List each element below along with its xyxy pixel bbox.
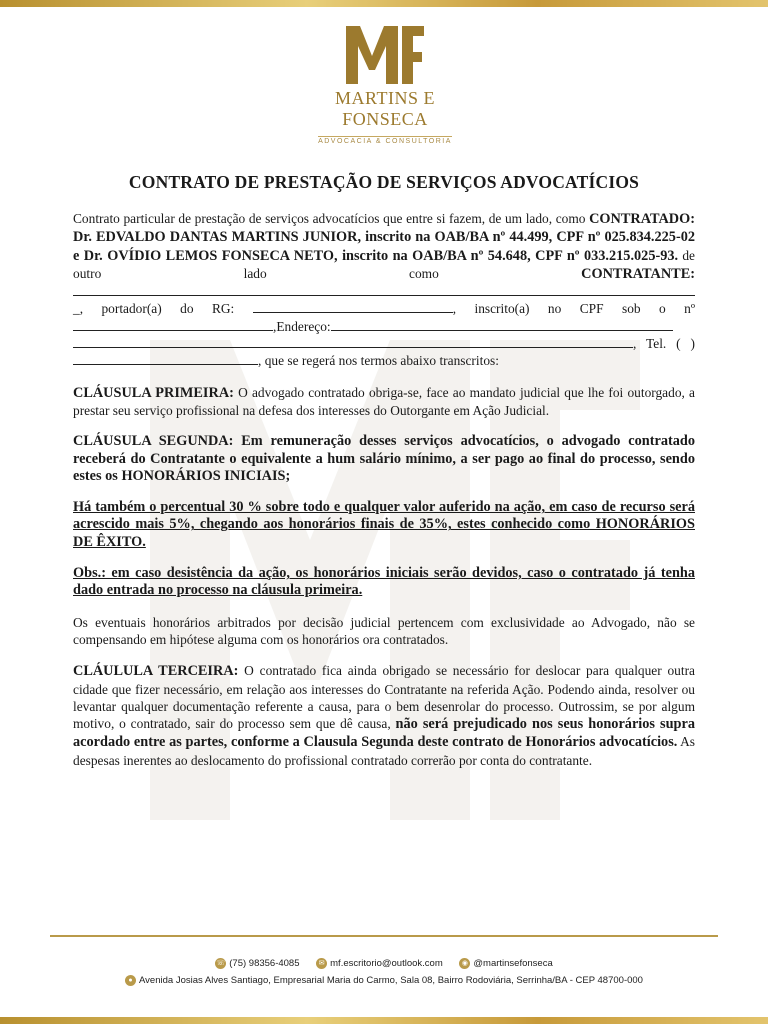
clause-first [73, 384, 695, 420]
clause-third [73, 662, 695, 769]
phone-label: , Tel. ( ) [633, 336, 695, 352]
clause-first-text: O advogado contratado obriga-se, face ao mandato judicial que lhe foi outorgado, a prestar seu serviço profissional na defesa dos interesses do Outorgante em Ação Judicial. [73, 384, 696, 418]
observation-text: Obs.: em caso desistência da ação, os honorários iniciais serão devidos, caso o contratado já tenha dado entrada no processo na cláusula primeira. [73, 565, 695, 599]
clause-third-text: O contratado fica ainda obrigado se necessário for deslocar para qualquer outra cidade que fizer necessário, em relação aos interesses do Contratante na referida Ação. Podendo ainda, resolver ou levantar qualquer documentação referente a causa, para o bem desenrolar do processo. Outrossim, se por algum motivo, o contratado, sair do processo sem que dê causa, [73, 663, 695, 732]
logo-subtitle: ADVOCACIA & CONSULTORIA [318, 138, 452, 145]
email-icon: ✉ [316, 958, 327, 969]
location-pin-icon: ● [125, 975, 136, 986]
clause-third-heading: CLÁULULA TERCEIRA: [73, 663, 239, 680]
success-fee-text: Há também o percentual 30 % sobre todo e qualquer valor auferido na ação, em caso de recurso será acrescido mais 5%, chegando aos honorários finais de 35%, estes conhecido como HONORÁRIOS DE ÊXITO. [73, 499, 695, 550]
intro-text: Contrato particular de prestação de serviços advocatícios que entre si fazem, de um lado, como [73, 211, 590, 226]
instagram-icon: ◉ [459, 958, 470, 969]
logo-name: MARTINS E FONSECA [335, 88, 435, 129]
top-gold-border [0, 0, 768, 7]
rg-label: _, portador(a) do RG: [73, 301, 253, 317]
rg-blank [253, 300, 453, 313]
company-logo [295, 22, 475, 148]
address-label: ,Endereço: [273, 318, 331, 334]
footer-phone [215, 958, 299, 969]
address-blank-2 [73, 335, 633, 348]
footer-email[interactable] [316, 958, 443, 969]
footer-address [125, 975, 643, 986]
instagram-text: @martinsefonseca [473, 958, 553, 970]
intro-text-2: de outro lado como [73, 247, 695, 281]
footer-instagram[interactable] [459, 958, 552, 969]
mf-monogram-icon [344, 22, 426, 86]
cpf-label: , inscrito(a) no CPF sob o nº [452, 301, 696, 317]
observation-paragraph [73, 565, 695, 600]
document-title: CONTRATO DE PRESTAÇÃO DE SERVIÇOS ADVOCATÍCIOS [128, 172, 640, 192]
email-text: mf.escritorio@outlook.com [330, 958, 443, 970]
intro-paragraph [73, 210, 695, 370]
intro-closing: , que se regerá nos termos abaixo transcritos: [258, 353, 499, 369]
cpf-blank [73, 318, 273, 331]
footer-divider [50, 935, 718, 937]
clause-third-text-2: As despesas inerentes ao deslocamento do profissional contratado correrão por conta do contratante. [73, 734, 695, 768]
clause-first-heading: CLÁUSULA PRIMEIRA: [73, 384, 234, 401]
contratante-name-blank [73, 283, 695, 296]
clause-second: CLÁUSULA SEGUNDA: Em remuneração desses serviços advocatícios, o advogado contratado receberá do Contratante o equivalente a hum salário mínimo, a ser pago ao final do processo, sendo estes os HONORÁRIOS INICIAIS; [73, 433, 695, 484]
clause-third-bold: não será prejudicado nos seus honorários supra acordado entre as partes, conforme a Clausula Segunda deste contrato de Honorários advocatícios. [73, 716, 696, 751]
contract-body [73, 210, 695, 769]
address-blank [331, 318, 673, 331]
success-fee-paragraph [73, 499, 695, 551]
phone-blank [73, 352, 258, 365]
footer [0, 958, 768, 992]
contratante-label: CONTRATANTE: [581, 265, 695, 282]
address-text: Avenida Josias Alves Santiago, Empresarial Maria do Carmo, Sala 08, Bairro Rodoviária, Serrinha/BA - CEP 48700-000 [139, 975, 643, 987]
arbitrated-fees-paragraph: Os eventuais honorários arbitrados por decisão judicial pertencem com exclusividade ao Advogado, não se compensando em hipótese alguma com os honorários ora contratados. [73, 614, 695, 647]
phone-text: (75) 98356-4085 [229, 958, 300, 970]
contracted-parties: CONTRATADO: Dr. EDVALDO DANTAS MARTINS JUNIOR, inscrito na OAB/BA nº 44.499, CPF nº 025.834.225-02 e Dr. OVÍDIO LEMOS FONSECA NETO, inscrito na OAB/BA nº 54.648, CPF nº 033.215.025-93. [73, 211, 695, 264]
bottom-gold-border [0, 1017, 768, 1024]
whatsapp-icon: ☏ [216, 960, 226, 967]
